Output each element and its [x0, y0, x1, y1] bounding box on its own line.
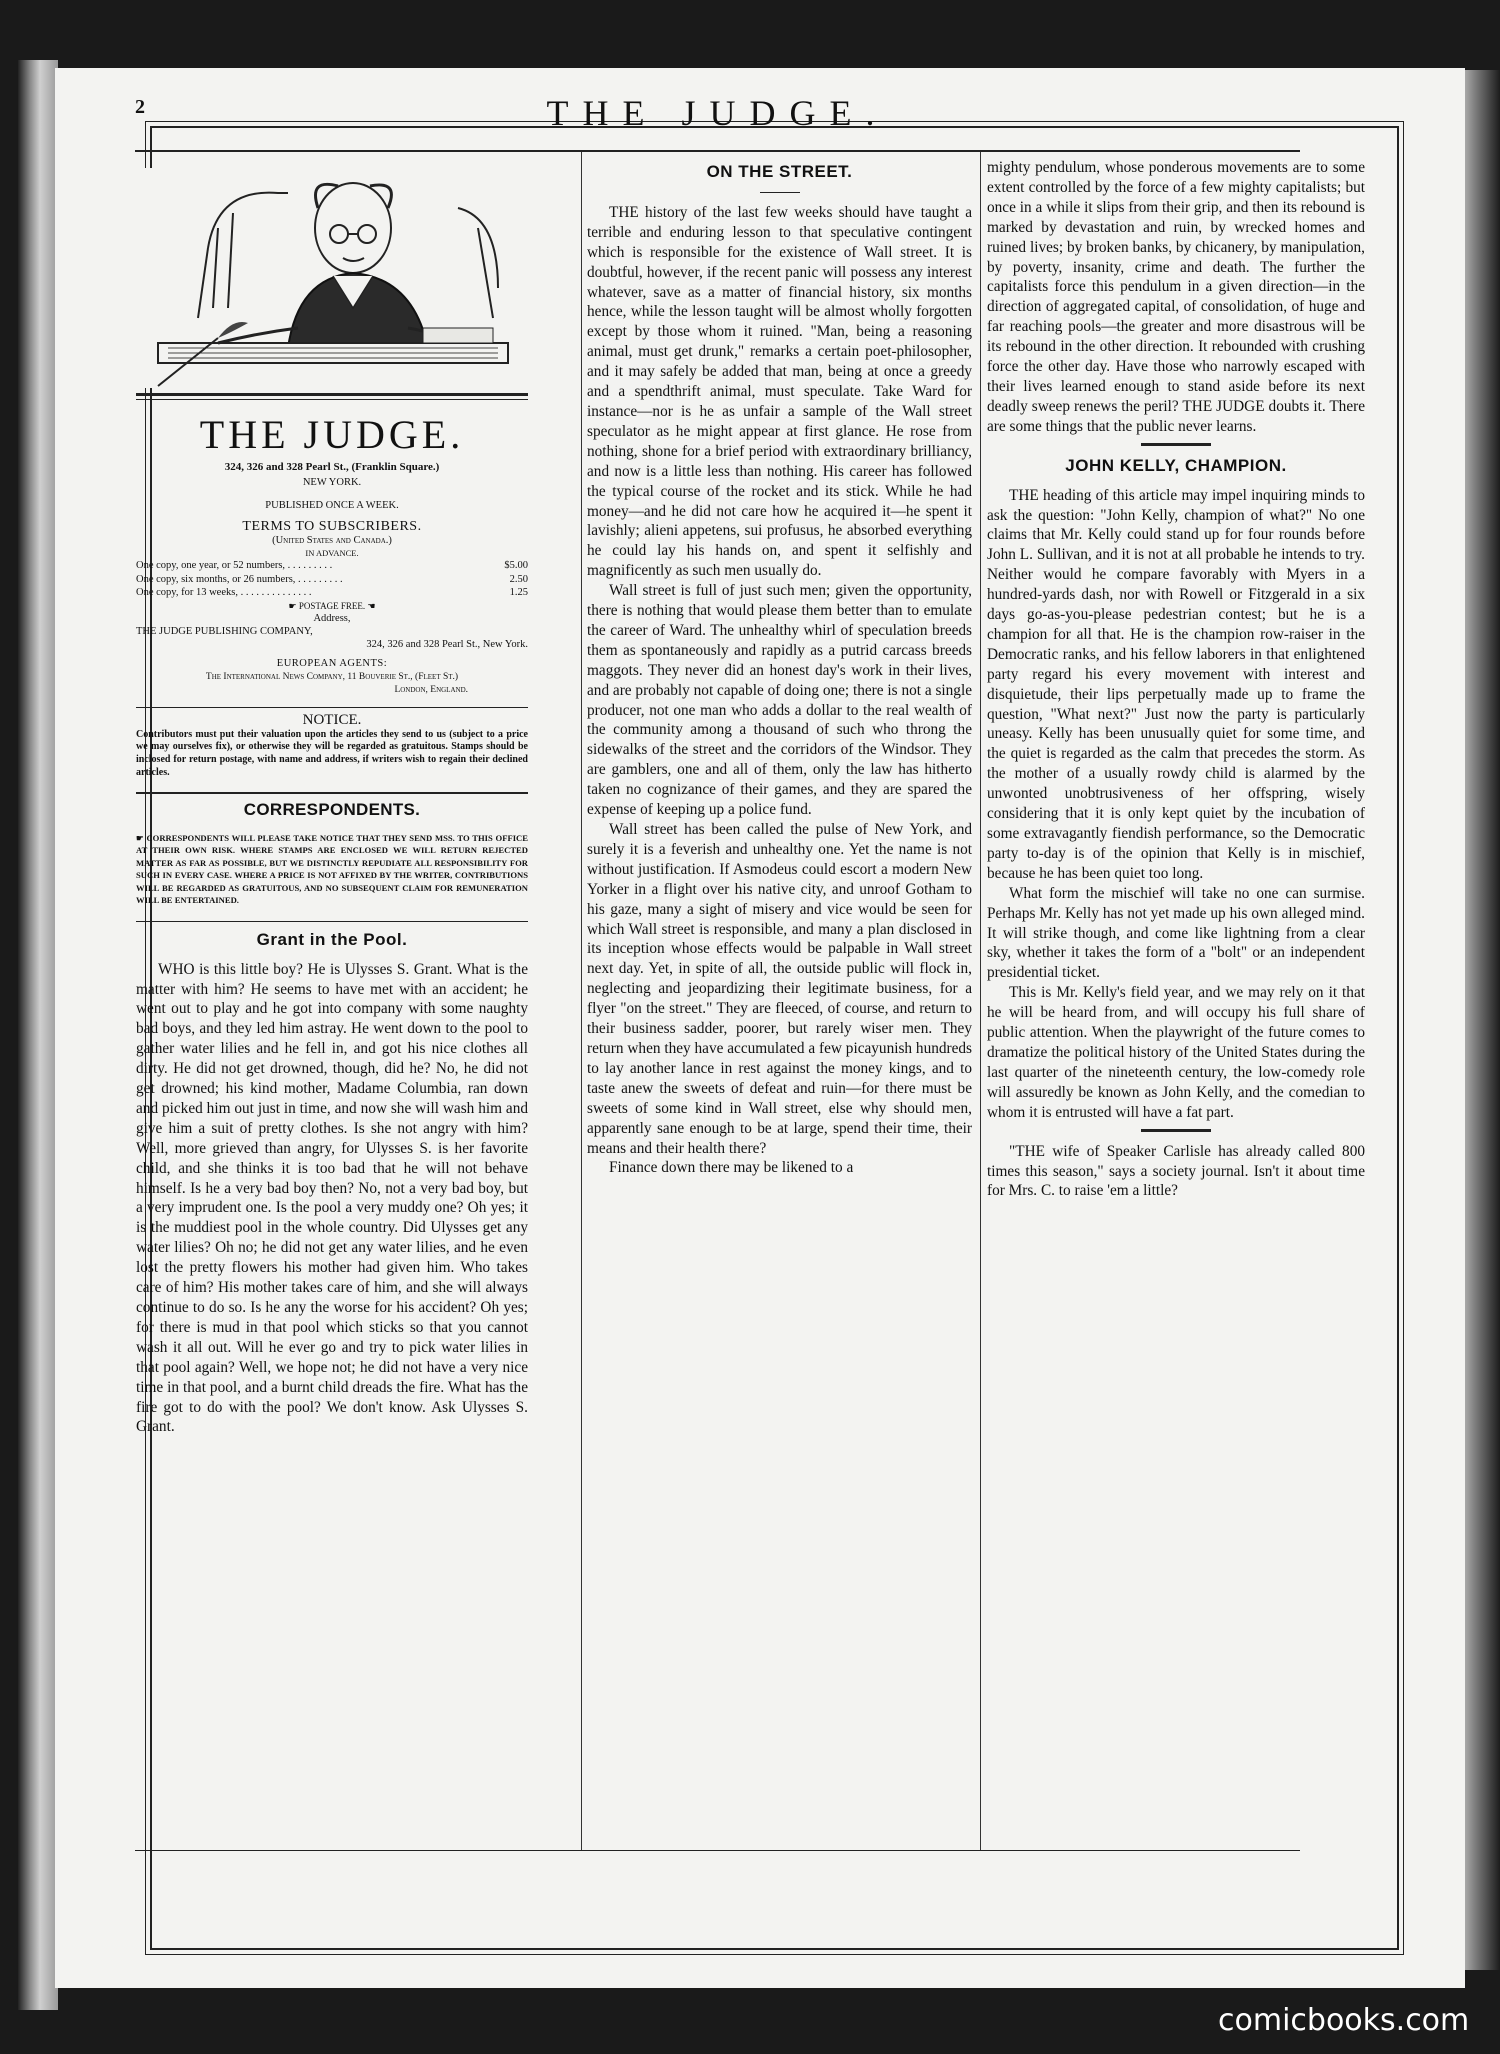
rate-label: One copy, one year, or 52 numbers, . . . . . . . . . [136, 560, 333, 571]
correspondents-text: ☛ CORRESPONDENTS WILL PLEASE TAKE NOTICE THAT THEY SEND MSS. TO THIS OFFICE AT THEIR OWN RISK. WHERE STAMPS ARE ENCLOSED WE WILL RETURN REJECTED MATTER AS FAR AS POSSIBLE, BUT WE DISTINCTLY REPUDIATE ALL RESPONSIBILITY FOR SUCH IN EVERY CASE. WHERE A PRICE IS NOT AFFIXED BY THE WRITER, CONTRIBUTIONS WILL BE REGARDED AS GRATUITOUS, AND NO SUBSEQUENT CLAIM FOR REMUNERATION WILL BE ENTERTAINED. [136, 832, 528, 906]
page-masthead: THE JUDGE. [546, 93, 889, 133]
john-kelly-heading: JOHN KELLY, CHAMPION. [1065, 455, 1287, 475]
publication-title: THE JUDGE. [199, 412, 465, 457]
left-column [136, 405, 528, 1437]
terms-advance: IN ADVANCE. [305, 548, 359, 558]
column-divider-2 [980, 152, 981, 1850]
column-divider-1 [581, 152, 582, 1850]
article-paragraph: THE history of the last few weeks should have taught a terrible and enduring lesson to that speculative contingent which is responsible for the existence of Wall street. It is doubtful, however, if the recent panic will possess any interest whatever, save as a matter of financial history, six months hence, while the lesson taught will be almost wholly forgotten except by those whom it ruined. "Man, being a reasoning animal, must get drunk," remarks a certain poet-philosopher, and it may safely be added that man, being at once a greedy and a spendthrift animal, must speculate. Take Ward for instance—nor is he as unfair a sample of the Wall street speculator as he might appear at first glance. He rose from nothing, shone for a brief period with extraordinary brilliancy, and now is a little less than nothing. His career has followed the typical course of the rocket and its stick. While he had money—and he did not care how he acquired it—he spent it lavishly; alieni appetens, sui profusus, he absorbed everything he could lay his hands on, and spent it selfishly and magnificently as such men usually do. [587, 203, 972, 580]
terms-region: (United States and Canada.) [272, 535, 392, 546]
rate-amount: $5.00 [504, 560, 528, 571]
rate-label: One copy, six months, or 26 numbers, . . . . . . . . . [136, 573, 343, 585]
right-column [987, 158, 1365, 1201]
page-edge [1460, 70, 1500, 1970]
address-label: Address, [313, 612, 351, 624]
rate-amount: 1.25 [509, 587, 528, 598]
section-rule [136, 921, 528, 922]
rate-row [136, 586, 528, 600]
company-address: 324, 326 and 328 Pearl St., New York. [366, 638, 528, 650]
rate-row [136, 573, 528, 587]
correspondents-heading: CORRESPONDENTS. [136, 792, 528, 820]
rate-row [136, 559, 528, 573]
agents-heading: EUROPEAN AGENTS: [276, 657, 388, 669]
notice-text: Contributors must put their valuation upon the articles they send to us (subject to a price we may ourselves fix), or otherwise they will be regarded as gratuitous. Stamps should be inclosed for return postage, with name and address, if writers wish to regain their declined articles. [136, 728, 528, 778]
notice-heading: NOTICE. [136, 707, 528, 729]
masthead-rule [135, 150, 1300, 152]
section-rule [1141, 443, 1211, 446]
judge-cartoon-illustration [138, 168, 525, 388]
binding-spine [18, 60, 58, 2010]
article-paragraph: mighty pendulum, whose ponderous movements are to some extent controlled by the force of a few mighty capitalists; but once in a while it slips from their grip, and then its rebound is marked by devastation and ruin, by wrecked homes and ruined lives; by broken banks, by chicanery, by manipulation, by poverty, insanity, crime and death. The further the capitalists force this pendulum in a given direction—in the direction of aggregated capital, of consolidation, of huge and far reaching pools—the greater and more disastrous will be its rebound in the other direction. It rebounded with crushing force the other day. Have those who narrowly escaped with their lives learned enough to stand aside before its next deadly sweep renews the peril? THE JUDGE doubts it. There are some things that the public never learns. [987, 159, 1365, 435]
publisher-city: NEW YORK. [302, 477, 362, 488]
grant-paragraph: WHO is this little boy? He is Ulysses S. Grant. What is the matter with him? He seems to have met with an accident; he went out to play and he got into company with some naughty bad boys, and they led him astray. He went down to the pool to gather water lilies and he fell in, and got his nice clothes all dirty. He did not get drowned, though, did he? No, he did not get drowned; his kind mother, Madame Columbia, ran down and picked him out just in time, and now she will wash him and give him a suit of pretty clothes. Is she not angry with him? Well, more grieved than angry, for Ulysses S. is her favorite child, and she thinks it is too bad that he will not behave himself. Is he a very bad boy then? No, not a very bad boy, but a very imprudent one. Is the pool a very muddy one? Oh yes; it is the muddiest pool in the whole country. Did Ulysses get any water lilies? Oh no; he did not get any water lilies, and he even lost the pretty flowers his mother had given him. Who takes care of him? His mother takes care of him, and she will always continue to do so. Is he any the worse for his accident? Oh yes; for there is mud in that pool which sticks so that you cannot wash it all out. Will he ever go and try to pick water lilies in that pool again? Well, we hope not; he did not have a very nice time in that pool, and a burnt child dreads the fire. What has the fire got to do with the pool? We don't know. Ask Ulysses S. Grant. [136, 960, 528, 1436]
agents-name: The International News Company, 11 Bouverie St., (Fleet St.) [205, 671, 459, 682]
article-paragraph: Wall street has been called the pulse of New York, and surely it is a feverish and unhealthy one. Yet the name is not without justification. If Asmodeus could escort a modern New Yorker in a flight over his native city, and unroof Gotham to his gaze, many a sight of misery and vice would be seen for which Wall street is responsible, and many a plan disclosed in its inception whose effects would be palpable in Wall street next day. Yet, in spite of all, the outside public will flock in, neglecting and jeopardizing their legitimate business, for a flyer "on the street." They are fleeced, of course, and return to their business sadder, poorer, but rarely wiser men. They return when they have accumulated a few picayunish hundreds to lay another lance in rest against the money kings, and to taste anew the sweets of defeat and ruin—for there must be sweets of some kind in Wall street, else why should men, apparently sane enough to be at large, spend their time, their means and their health there? [587, 821, 972, 1157]
publisher-address: 324, 326 and 328 Pearl St., (Franklin Square.) [224, 461, 440, 473]
article-paragraph: "THE wife of Speaker Carlisle has already called 800 times this season," says a society journal. Isn't it about time for Mrs. C. to raise 'em a little? [987, 1142, 1365, 1200]
section-rule [1141, 1129, 1211, 1132]
publication-frequency: PUBLISHED ONCE A WEEK. [265, 500, 399, 511]
on-the-street-heading: ON THE STREET. [706, 162, 853, 181]
grant-article [136, 930, 528, 1438]
rate-amount: 2.50 [509, 573, 528, 585]
agents-city: London, England. [394, 684, 468, 695]
rate-label: One copy, for 13 weeks, . . . . . . . . . . . . . . [136, 587, 312, 598]
bottom-rule [135, 1850, 1300, 1851]
watermark: comicbooks.com [1218, 2003, 1470, 2038]
grant-heading: Grant in the Pool. [256, 929, 408, 949]
terms-heading: TERMS TO SUBSCRIBERS. [242, 519, 422, 534]
article-paragraph: What form the mischief will take no one can surmise. Perhaps Mr. Kelly has not yet made up his own alleged mind. It will strike though, and come like lightning from a clear sky, whether it takes the form of a "bolt" or an independent presidential ticket. [987, 884, 1365, 982]
page-number: 2 [135, 96, 145, 118]
article-paragraph: THE heading of this article may impel inquiring minds to ask the question: "John Kelly, champion of what?" No one claims that Mr. Kelly could stand up for four rounds before John L. Sullivan, and it is not at all probable he intends to try. Neither would he compare favorably with Myers in a hundred-yards dash, nor with Rowell or Fitzgerald in a six days go-as-you-please pedestrian contest; but he is a champion for all that. He is the champion row-raiser in the Democratic ranks, and his fellow laborers in that enlightened party regard his every movement with interest and disquietude, their lips perpetually made up to frame the question, "What next?" Just now the party is particularly uneasy. Kelly has been unusually quiet for some time, and the quiet is regarded as the calm that precedes the storm. As the mother of a usually rowdy child is alarmed by the unwonted unobtrusiveness of her offspring, wisely considering that it is only kept quiet by the incubation of some extravagantly fiendish performance, so the Democratic party to-day is of the opinion that Kelly is in mischief, because he has been quiet too long. [987, 486, 1365, 882]
heading-rule [760, 192, 800, 193]
masthead-double-rule [136, 393, 528, 396]
postage-note: ☛ POSTAGE FREE. ☚ [288, 600, 376, 611]
masthead-thin-rule [136, 399, 528, 400]
article-paragraph: This is Mr. Kelly's field year, and we may rely on it that he will be heard from, and will occupy his full share of public attention. When the playwright of the future comes to dramatize the political history of the United States during the last quarter of the nineteenth century, the low-comedy role will assuredly be known as John Kelly, and the comedian to whom it is entrusted will have a fat part. [987, 984, 1365, 1121]
article-paragraph: Finance down there may be likened to a [609, 1159, 854, 1177]
company-name: THE JUDGE PUBLISHING COMPANY, [136, 625, 313, 637]
article-paragraph: Wall street is full of just such men; given the opportunity, there is nothing that would please them better than to emulate the career of Ward. The unhealthy whirl of speculation breeds them as spontaneously and rapidly as a putrid carcass breeds maggots. They never did an honest day's work in their lives, and are probably not capable of doing one; there is not a single producer, not one man who adds a dollar to the real wealth of the community among a thousand of such who throng the sidewalks of the street and the corridors of the Windsor. They are gamblers, one and all of them, only the law has hitherto taken no cognizance of their games, and they are spared the expense of keeping up a police fund. [587, 582, 972, 819]
middle-column [587, 158, 972, 1178]
